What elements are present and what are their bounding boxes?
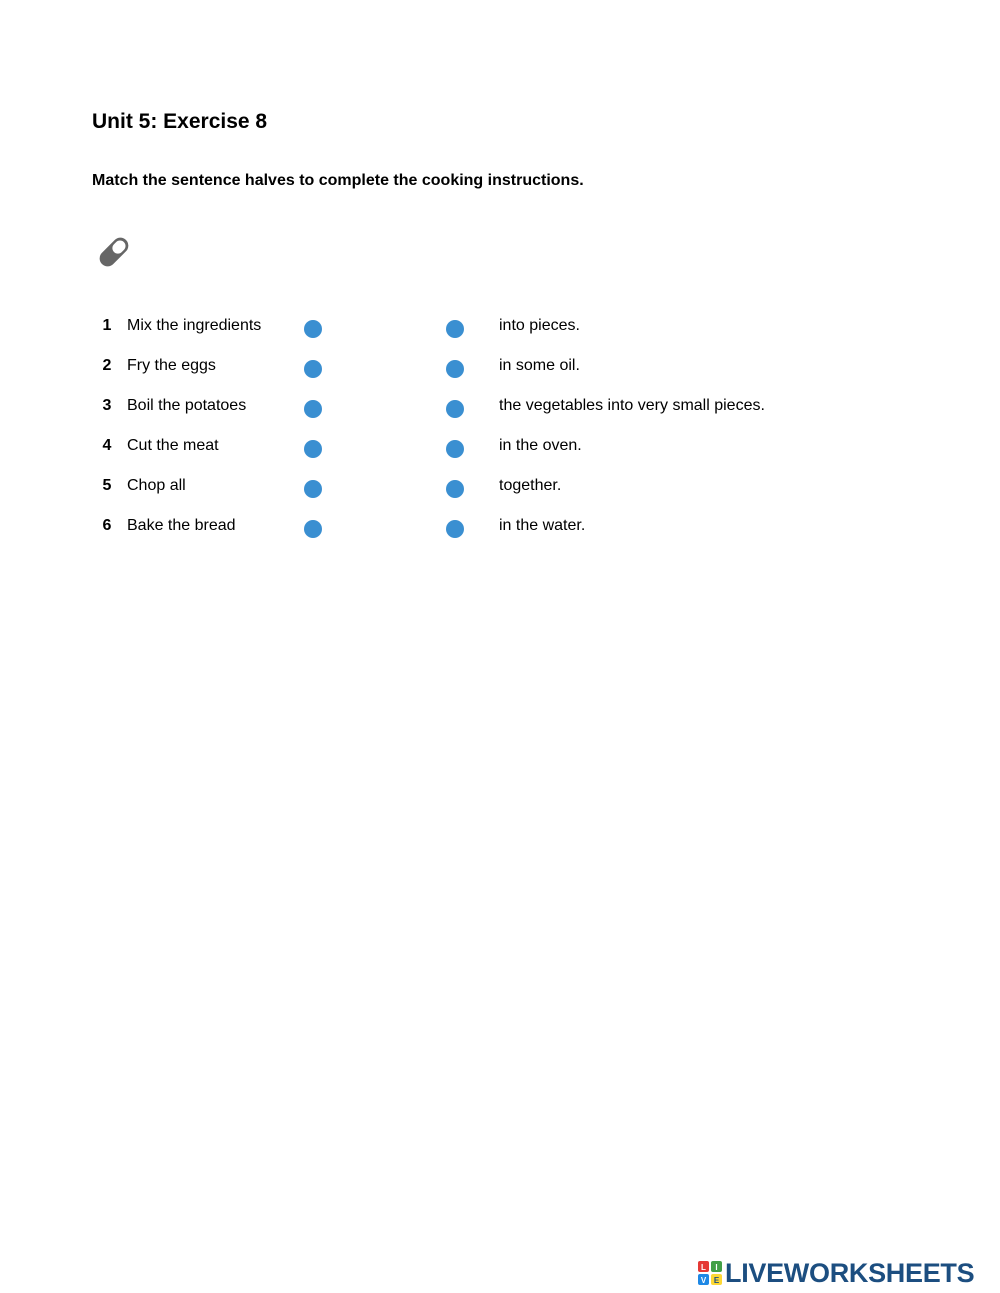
right-match-dot[interactable] <box>446 520 464 538</box>
left-match-dot[interactable] <box>304 440 322 458</box>
match-row <box>0 308 1000 348</box>
left-match-dot[interactable] <box>304 480 322 498</box>
liveworksheets-brand[interactable] <box>698 1259 974 1287</box>
right-item-text: into pieces. <box>499 317 580 334</box>
left-match-dot[interactable] <box>304 400 322 418</box>
match-row <box>0 428 1000 468</box>
instructions-text: Match the sentence halves to complete the cooking instructions. <box>92 172 584 189</box>
left-match-dot[interactable] <box>304 360 322 378</box>
right-match-dot[interactable] <box>446 440 464 458</box>
logo-letter: E <box>713 1276 720 1285</box>
liveworksheets-logo-icon <box>698 1261 722 1285</box>
item-number: 6 <box>102 517 112 534</box>
left-match-dot[interactable] <box>304 520 322 538</box>
left-item-text: Mix the ingredients <box>127 317 262 334</box>
matching-rows <box>0 308 1000 548</box>
eraser-icon[interactable] <box>94 232 134 272</box>
match-row <box>0 388 1000 428</box>
right-match-dot[interactable] <box>446 400 464 418</box>
left-item-text: Bake the bread <box>127 517 236 534</box>
logo-letter: I <box>715 1263 718 1272</box>
right-item-text: together. <box>499 477 562 494</box>
item-number: 4 <box>102 437 112 454</box>
left-item-text: Fry the eggs <box>127 357 216 374</box>
item-number: 1 <box>102 317 112 334</box>
match-row <box>0 508 1000 548</box>
right-match-dot[interactable] <box>446 320 464 338</box>
left-match-dot[interactable] <box>304 320 322 338</box>
logo-letter: V <box>700 1276 707 1285</box>
page-title: Unit 5: Exercise 8 <box>92 110 268 133</box>
logo-letter: L <box>701 1263 706 1272</box>
match-row <box>0 348 1000 388</box>
left-item-text: Boil the potatoes <box>127 397 247 414</box>
item-number: 2 <box>102 357 112 374</box>
right-item-text: in the water. <box>499 517 586 534</box>
left-item-text: Cut the meat <box>127 437 219 454</box>
right-match-dot[interactable] <box>446 360 464 378</box>
left-item-text: Chop all <box>127 477 186 494</box>
right-item-text: the vegetables into very small pieces. <box>499 397 765 414</box>
brand-name: LIVEWORKSHEETS <box>725 1258 975 1288</box>
right-match-dot[interactable] <box>446 480 464 498</box>
item-number: 5 <box>102 477 112 494</box>
match-row <box>0 468 1000 508</box>
right-item-text: in some oil. <box>499 357 580 374</box>
right-item-text: in the oven. <box>499 437 582 454</box>
item-number: 3 <box>102 397 112 414</box>
